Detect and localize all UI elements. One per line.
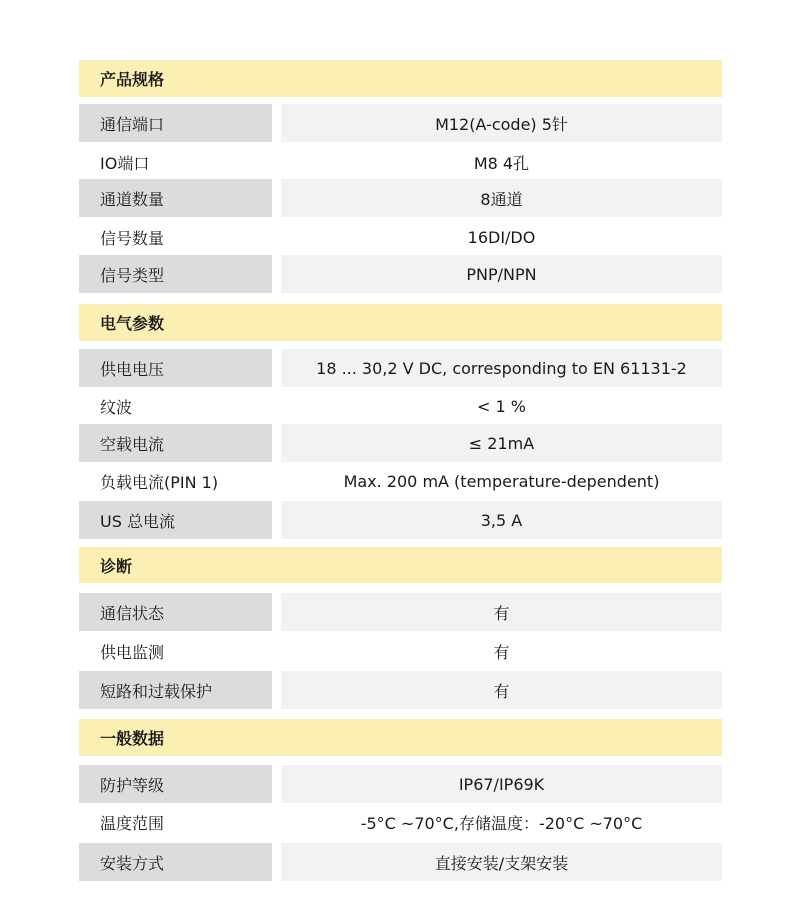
spec-label: 信号数量: [100, 228, 165, 248]
spec-row: [79, 179, 722, 217]
spec-row: [79, 632, 722, 670]
spec-label: 信号类型: [79, 255, 272, 293]
spec-value: Max. 200 mA (temperature-dependent): [343, 471, 660, 491]
spec-value: 3,5 A: [281, 501, 722, 539]
spec-value: 16DI/DO: [467, 227, 536, 247]
spec-row: [79, 387, 722, 425]
spec-value: M12(A-code) 5针: [281, 104, 722, 142]
spec-value: ≤ 21mA: [281, 424, 722, 462]
spec-label: 通道数量: [79, 179, 272, 217]
spec-label: 供电监测: [100, 642, 165, 662]
section-title: 产品规格: [100, 70, 165, 89]
spec-label: 空载电流: [79, 424, 272, 462]
spec-label: 负载电流(PIN 1): [100, 472, 219, 492]
spec-row: [79, 255, 722, 293]
spec-label: US 总电流: [79, 501, 272, 539]
spec-row: [79, 462, 722, 500]
section-title: 诊断: [100, 556, 133, 576]
spec-row: [79, 104, 722, 142]
spec-row: [79, 765, 722, 803]
spec-row: [79, 424, 722, 462]
spec-label: 纹波: [100, 397, 133, 417]
spec-label: 供电电压: [79, 349, 272, 387]
spec-row: [79, 671, 722, 709]
spec-value: PNP/NPN: [281, 255, 722, 293]
spec-value: M8 4孔: [473, 153, 530, 173]
spec-label: 短路和过载保护: [79, 671, 272, 709]
spec-value: 有: [281, 593, 722, 631]
spec-label: 通信端口: [79, 104, 272, 142]
spec-label: 通信状态: [79, 593, 272, 631]
spec-value: 有: [281, 671, 722, 709]
spec-label: IO端口: [100, 153, 150, 173]
section-header-electrical: [79, 304, 722, 341]
section-title: 电气参数: [100, 314, 165, 333]
spec-value: 有: [493, 642, 510, 662]
section-header-diagnostics: [79, 547, 722, 583]
spec-row: [79, 501, 722, 539]
section-title: 一般数据: [100, 729, 165, 748]
spec-value: IP67/IP69K: [281, 765, 722, 803]
spec-row: [79, 593, 722, 631]
spec-row: [79, 803, 722, 841]
spec-row: [79, 349, 722, 387]
spec-label: 防护等级: [79, 765, 272, 803]
section-header-general: [79, 719, 722, 756]
spec-row: [79, 143, 722, 181]
spec-value: 8通道: [281, 179, 722, 217]
section-header-product-specs: [79, 60, 722, 97]
spec-value: 18 ... 30,2 V DC, corresponding to EN 61131-2: [281, 349, 722, 387]
spec-value: < 1 %: [477, 396, 526, 416]
spec-value: 直接安装/支架安装: [281, 843, 722, 881]
spec-value: -5°C ~70°C,存储温度：-20°C ~70°C: [360, 813, 643, 833]
spec-label: 安装方式: [79, 843, 272, 881]
spec-label: 温度范围: [100, 813, 165, 833]
spec-row: [79, 843, 722, 881]
spec-row: [79, 218, 722, 256]
